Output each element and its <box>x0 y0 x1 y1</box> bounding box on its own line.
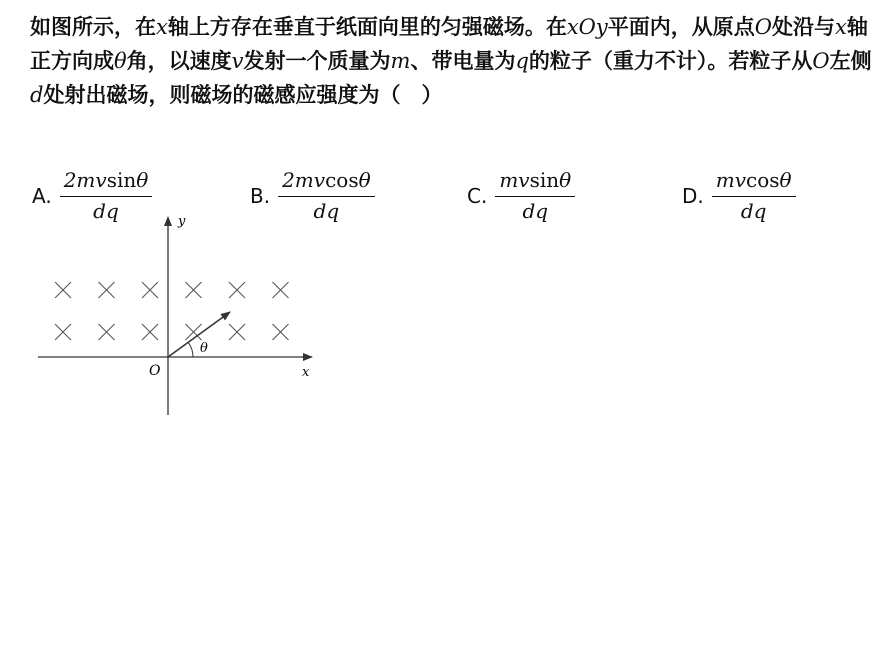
option-b-denominator: dq <box>313 199 340 223</box>
field-cross <box>142 282 158 298</box>
option-a-numerator: 2mvsinθ <box>60 168 153 197</box>
angle-label: θ <box>200 341 208 356</box>
option-d-denominator: dq <box>740 199 767 223</box>
field-cross <box>55 324 71 340</box>
origin-label: O <box>149 363 161 379</box>
option-a-denominator: dq <box>93 199 119 223</box>
option-b-numerator: 2mvcosθ <box>278 168 375 197</box>
question-text: 如图所示，在x轴上方存在垂直于纸面向里的匀强磁场。在xOy平面内，从原点O处沿与x轴正方向成θ角，以速度v发射一个质量为m、带电量为q的粒子（重力不计）。若粒子从O左侧d处射出磁场，则磁场的磁感应强度为（ ） <box>30 14 872 107</box>
field-cross <box>229 324 245 340</box>
field-cross <box>186 282 202 298</box>
angle-arc <box>188 342 193 357</box>
x-axis-label: x <box>302 365 310 380</box>
velocity-arrow <box>168 312 230 357</box>
option-b-label: B. <box>250 183 271 208</box>
option-d-fraction <box>712 168 796 223</box>
option-a-label: A. <box>32 183 52 208</box>
field-cross <box>229 282 245 298</box>
option-d[interactable] <box>682 168 796 223</box>
option-c-denominator: dq <box>522 199 549 223</box>
option-c[interactable] <box>467 168 575 223</box>
field-cross <box>142 324 158 340</box>
y-axis-label: y <box>178 214 186 229</box>
option-c-numerator: mvsinθ <box>495 168 575 197</box>
field-cross <box>273 324 289 340</box>
field-cross <box>99 282 115 298</box>
magnetic-field-diagram <box>30 205 330 420</box>
option-d-numerator: mvcosθ <box>712 168 796 197</box>
option-c-label: C. <box>467 183 488 208</box>
option-c-fraction <box>495 168 575 223</box>
option-d-label: D. <box>682 183 704 208</box>
field-cross <box>99 324 115 340</box>
field-crosses <box>55 282 289 340</box>
field-cross <box>273 282 289 298</box>
field-cross <box>55 282 71 298</box>
